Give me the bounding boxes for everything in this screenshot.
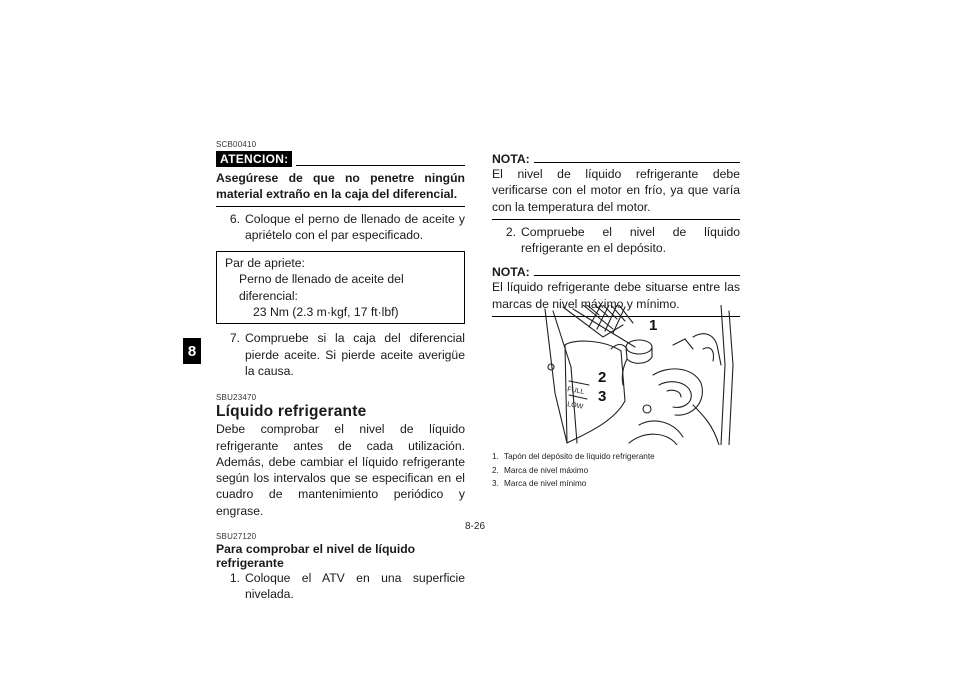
caption-item: [492, 450, 742, 464]
step-number: 7.: [229, 331, 240, 346]
note-label: NOTA:: [492, 265, 530, 280]
section-title: Líquido refrigerante: [216, 403, 367, 421]
full-level-mark: FULL: [566, 386, 585, 396]
chapter-tab: 8: [183, 338, 201, 364]
caption-number: 2.: [492, 465, 499, 475]
reference-code: SBU27120: [216, 532, 257, 542]
section-text: Debe comprobar el nivel de líquido refrigerante antes de cada utilización. Además, debe cambiar el líquido refrigerante según los intervalos que se especifican en el cuadro de mantenimiento periódico y engrase.: [216, 422, 465, 518]
step-text: Coloque el ATV en una superficie nivelada.: [245, 571, 465, 602]
illustration-drawing: [543, 305, 739, 445]
step-7: [216, 330, 465, 379]
caption-text: Marca de nivel máximo: [504, 465, 589, 475]
caution-rule: [296, 153, 465, 166]
note-text: El líquido refrigerante debe situarse entre las marcas de nivel máximo y mínimo.: [492, 279, 740, 317]
caption-number: 3.: [492, 479, 499, 489]
spec-value: 23 Nm (2.3 m·kgf, 17 ft·lbf): [253, 305, 399, 320]
caption-item: [492, 464, 742, 478]
page-number: 8-26: [465, 521, 486, 532]
caption-text: Tapón del depósito de líquido refrigerante: [504, 452, 655, 461]
spec-item: Perno de llenado de aceite del diferencial:: [239, 272, 404, 303]
caution-text: Asegúrese de que no penetre ningún material extraño en la caja del diferencial.: [216, 170, 465, 207]
subsection-title: Para comprobar el nivel de líquido refrigerante: [216, 542, 416, 571]
step-number: 6.: [229, 211, 240, 226]
caution-header: [216, 151, 465, 167]
coolant-reservoir-illustration: [543, 305, 739, 445]
step-2: [492, 224, 740, 257]
note-header: [492, 265, 740, 279]
callout-3: 3: [598, 388, 607, 405]
note-header: [492, 152, 740, 166]
note-label: NOTA:: [492, 152, 530, 166]
torque-spec-box: [216, 251, 465, 324]
caption-number: 1.: [492, 452, 499, 461]
step-number: 2.: [505, 224, 516, 239]
figure-captions: [492, 450, 742, 491]
step-text: Coloque el perno de llenado de aceite y apriételo con el par especificado.: [245, 211, 465, 242]
reference-code: SCB00410: [216, 140, 257, 149]
right-column: [492, 152, 740, 317]
caution-label: ATENCION:: [216, 151, 292, 167]
reference-code: SBU23470: [216, 393, 257, 403]
spec-heading: Par de apriete:: [225, 256, 305, 271]
caption-item: [492, 477, 742, 491]
left-column: [216, 140, 465, 603]
step-number: 1.: [229, 571, 240, 586]
low-level-mark: LOW: [566, 401, 584, 411]
caption-text: Marca de nivel mínimo: [504, 479, 587, 489]
callout-2: 2: [598, 369, 607, 386]
callout-1: 1: [649, 317, 658, 334]
note-rule: [534, 162, 740, 163]
step-6: [216, 211, 465, 244]
note-rule: [534, 275, 740, 276]
step-1: [216, 570, 465, 603]
step-text: Compruebe si la caja del diferencial pierde aceite. Si pierde aceite averigüe la causa.: [245, 331, 465, 378]
note-text: El nivel de líquido refrigerante debe verificarse con el motor en frío, ya que varía con la temperatura del motor.: [492, 166, 740, 220]
step-text: Compruebe el nivel de líquido refrigerante en el depósito.: [521, 224, 740, 256]
